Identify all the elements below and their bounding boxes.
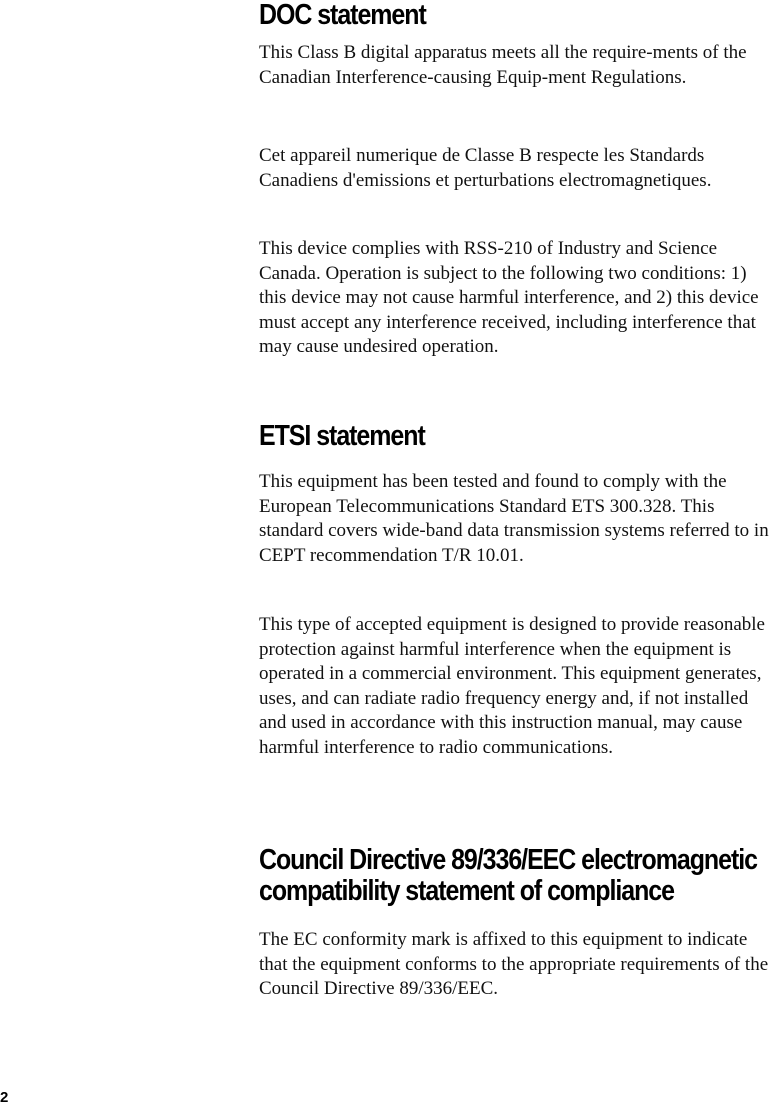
council-directive-heading: Council Directive 89/336/EEC electromagnetic compatibility statement of compliance [259, 844, 757, 907]
etsi-paragraph-1: This equipment has been tested and found to comply with the European Telecommunications Standard ETS 300.328. This standard covers wide-band data transmission systems referred to in CEPT recommendation T/R 10.01. [259, 471, 769, 566]
doc-paragraph-1: This Class B digital apparatus meets all the require-ments of the Canadian Interference-causing Equip-ment Regulations. [259, 42, 747, 88]
doc-statement-heading: DOC statement [259, 0, 426, 31]
etsi-statement-heading: ETSI statement [259, 420, 425, 452]
council-paragraph-1: The EC conformity mark is affixed to this equipment to indicate that the equipment conforms to the appropriate requirements of the Council Directive 89/336/EEC. [259, 929, 769, 999]
doc-paragraph-2: Cet appareil numerique de Classe B respecte les Standards Canadiens d'emissions et perturbations electromagnetiques. [259, 145, 712, 191]
doc-paragraph-3: This device complies with RSS-210 of Industry and Science Canada. Operation is subject to the following two conditions: 1) this device may not cause harmful interference, and 2) this device must accept any interference received, including interference that may cause undesired operation. [259, 238, 759, 357]
page-number: 2 [0, 1089, 9, 1106]
etsi-paragraph-2: This type of accepted equipment is designed to provide reasonable protection against harmful interference when the equipment is operated in a commercial environment. This equipment generates, uses, and can radiate radio frequency energy and, if not installed and used in accordance with this instruction manual, may cause harmful interference to radio communications. [259, 614, 765, 758]
